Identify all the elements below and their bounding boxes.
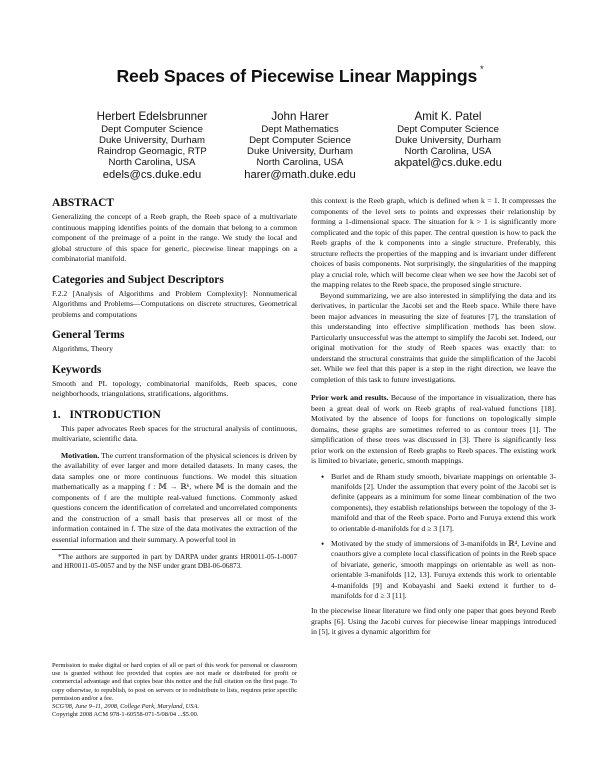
categories-heading: Categories and Subject Descriptors xyxy=(52,273,224,286)
permission-text: Permission to make digital or hard copies of all or part of this work for personal or classroom use is granted without fee provided that copies are not made or distributed for profit or commercial advantage and that copies bear this notice and the full citation on the first page. To copy otherwise, to republish, to post on servers or to redistribute to lists, requires prior specific permission and/or a fee. xyxy=(52,662,297,702)
abstract-heading: ABSTRACT xyxy=(52,197,115,209)
prior-work-text: Because of the importance in visualization, there has been a great deal of work on Reeb graphs of real-valued functions [18]. Motivated by the absence of loops for functions on topologically simple domains, these graphs are sometimes referred to as contour trees [1]. The simplification of these trees was discussed in [3]. There is significantly less prior work on the extension of Reeb graphs to Reeb spaces. The existing work is limited to bivariate, generic, smooth mappings. xyxy=(311,393,557,465)
run-in-heading: Prior work and results. xyxy=(311,393,389,402)
section-heading xyxy=(52,408,297,422)
body-paragraph: this context is the Reeb graph, which is defined when k = 1. It compresses the components of the level sets to points and expresses their relationship by forming a 1-dimensional space. The situation for k > 1 is significantly more complicated and the topic of this paper. The central question is how to pack the Reeb graphs of the k components into a single structure. Preferably, this structure reflects the properties of the mapping and is invariant under different choices of basis components. Not surprisingly, the singularities of the mapping play a crucial role, which will become clear when we see how the Jacobi set of the mapping relates to the Reeb space, the proposed single structure. xyxy=(311,196,556,289)
categories-text: F.2.2 [Analysis of Algorithms and Problem Complexity]: Nonnumerical Algorithms and Problems—Computations on discrete structures, Geometrical problems and computations xyxy=(52,288,297,319)
title-footnote-mark: * xyxy=(480,64,484,74)
author-affiliation: Dept Computer Science xyxy=(397,123,499,135)
author-affiliation: Duke University, Durham xyxy=(247,146,353,158)
general-terms-heading: General Terms xyxy=(52,329,125,341)
keywords-heading: Keywords xyxy=(52,363,102,376)
body-paragraph: In the piecewise linear literature we find only one paper that goes beyond Reeb graphs [6]. Using the Jacobi curves for piecewise linear mappings introduced in [5], it gives a dynamic algorithm for xyxy=(311,606,556,637)
list-item: • Burlet and de Rham study smooth, bivariate mappings on orientable 3-manifolds [2]. Under the assumption that every point of the Jacobi set is definite (appears as a minimum for some linear combination of the two components), they establish relationships between the topology of the 3-manifold and that of the Reeb space. Porto and Furuya extend this work to orientable d-manifolds for d ≥ 3 [17]. xyxy=(331,472,556,534)
left-column xyxy=(52,196,297,572)
intro-paragraph: This paper advocates Reeb spaces for the structural analysis of continuous, multivariate, scientific data. xyxy=(52,423,297,443)
author-block xyxy=(348,110,548,170)
prior-work-paragraph xyxy=(311,393,556,467)
section-number: 1. xyxy=(52,408,61,421)
venue-line: SCG'08, June 9–11, 2008, College Park, Maryland, USA. xyxy=(52,703,199,711)
general-terms-text: Algorithms, Theory xyxy=(52,344,113,353)
copyright-line: Copyright 2008 ACM 978-1-60558-071-5/08/04 ...$5.00. xyxy=(52,711,199,719)
author-email: harer@math.duke.edu xyxy=(244,168,356,181)
motivation-text: The current transformation of the physical sciences is driven by the availability of ever larger and more detailed datasets. In many cases, the data samples one or more continuous functions. We model this situation mathematically as a mapping f : 𝕄 → ℝᵏ, where 𝕄 is the domain and the components of f are the multiple real-valued functions. Commonly asked questions concern the identification of correlated and uncorrelated components and the construction of a small basis that preserves all or most of the information contained in f. The size of the data motivates the extraction of the essential information and their summary. A powerful tool in xyxy=(52,450,297,544)
author-affiliation: Duke University, Durham xyxy=(99,134,205,146)
bullet-list xyxy=(311,472,556,602)
author-name: John Harer xyxy=(271,110,329,123)
section-title: INTRODUCTION xyxy=(69,408,161,421)
footnote-rule xyxy=(52,549,132,550)
author-email: edels@cs.duke.edu xyxy=(102,168,202,181)
run-in-heading: Motivation. xyxy=(61,450,100,460)
author-affiliation: North Carolina, USA xyxy=(256,157,344,169)
author-affiliation: Dept Mathematics xyxy=(261,123,339,135)
author-affiliation: Duke University, Durham xyxy=(395,134,501,146)
author-affiliation: North Carolina, USA xyxy=(108,157,196,169)
author-affiliation: North Carolina, USA xyxy=(404,146,492,158)
author-email: akpatel@cs.duke.edu xyxy=(394,157,502,170)
permission-block xyxy=(52,662,297,719)
author-name: Herbert Edelsbrunner xyxy=(96,110,208,123)
motivation-paragraph xyxy=(52,451,297,546)
right-column xyxy=(311,196,556,638)
paper-title xyxy=(0,66,600,87)
list-item: • Motivated by the study of immersions of 3-manifolds in ℝ⁴, Levine and coauthors give a complete local classification of points in the Reeb space of bivariate, generic, smooth mappings on orientable as well as non-orientable 3-manifolds [12, 13]. Furuya extends this work to orientable 4-manifolds [9] and Kobayashi and Saeki extend it further to d-manifolds for d ≥ 3 [11]. xyxy=(331,539,556,601)
author-affiliation: Dept Computer Science xyxy=(249,134,351,146)
author-name: Amit K. Patel xyxy=(414,110,482,123)
abstract-text: Generalizing the concept of a Reeb graph, the Reeb space of a multivariate continuous mapping identifies points of the domain that belong to a common component of the preimage of a point in the range. We study the local and global structure of this space for generic, piecewise linear mappings on a combinatorial manifold. xyxy=(52,212,297,263)
author-affiliation: Raindrop Geomagic, RTP xyxy=(97,146,207,158)
author-affiliation: Dept Computer Science xyxy=(101,123,203,135)
title-text: Reeb Spaces of Piecewise Linear Mappings xyxy=(116,66,478,86)
keywords-text: Smooth and PL topology, combinatorial manifolds, Reeb spaces, cone neighborhoods, triangulations, stratifications, algorithms. xyxy=(52,378,297,398)
body-paragraph: Beyond summarizing, we are also interested in simplifying the data and its derivatives, in particular the Jacobi set and the Reeb space. While there have been major advances in measuring the size of features [7], the translation of this understanding into effective simplification methods has been slow. Particularly unsuccessful was the attempt to simplify the Jacobi set. Indeed, our original motivation for the study of Reeb spaces was exactly that: to understand the structural constraints that guide the simplification of the Jacobi set. While we feel that this paper is a step in the right direction, we leave the completion of this task to future investigations. xyxy=(311,290,556,384)
footnote: *The authors are supported in part by DARPA under grants HR0011-05-1-0007 and HR0011-05-0057 and by the NSF under grant DBI-06-06873. xyxy=(52,553,297,571)
